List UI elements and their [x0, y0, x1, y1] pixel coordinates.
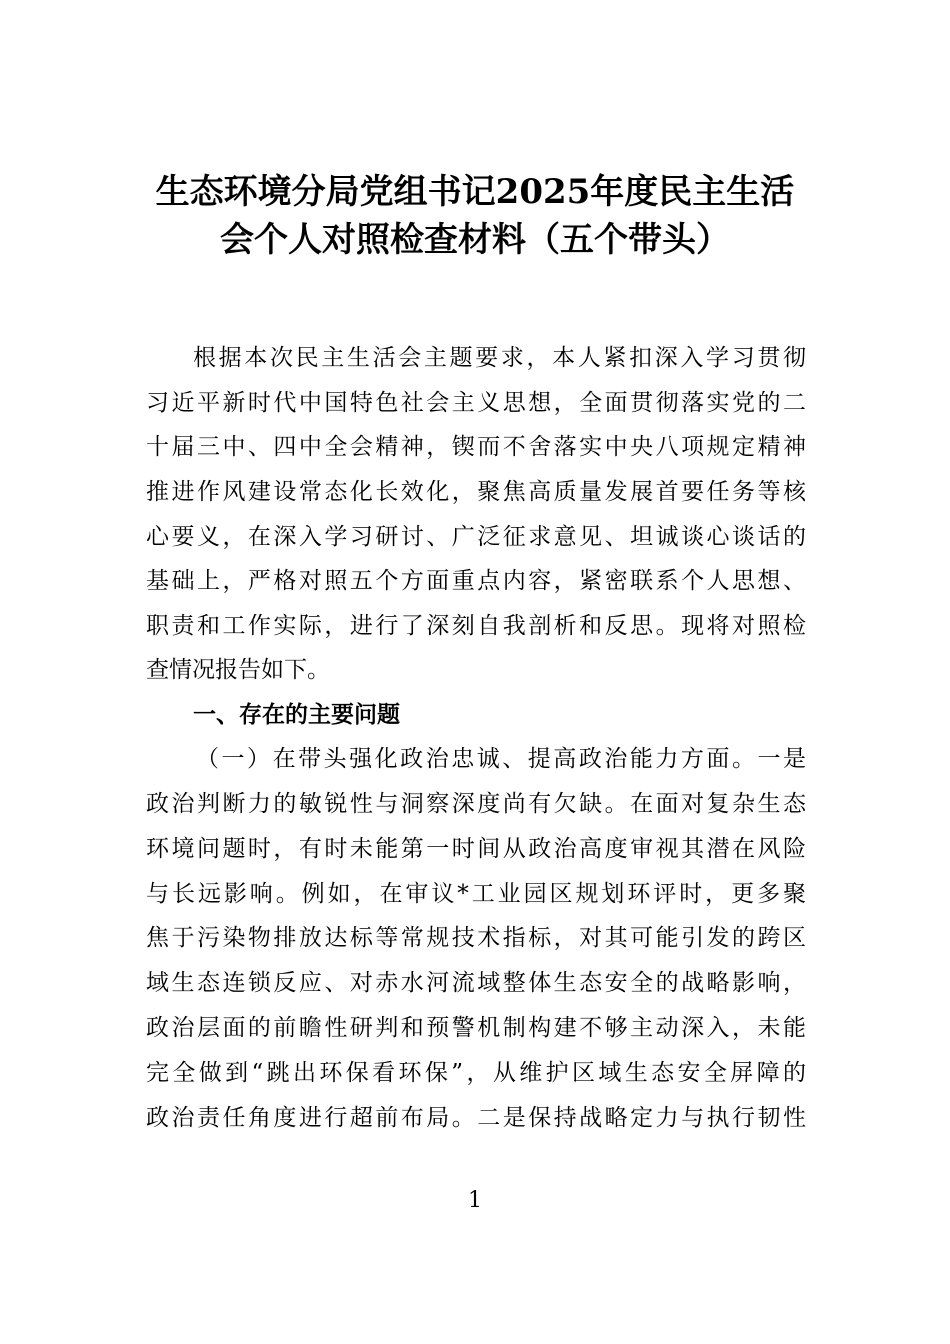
- document-title-line-1: 生态环境分局党组书记2025年度民主生活: [155, 172, 795, 212]
- paragraph-line: 环境问题时，有时未能第一时间从政治高度审视其潜在风险: [146, 836, 806, 862]
- section-heading: 一、存在的主要问题: [193, 702, 400, 728]
- paragraph-line: 基础上，严格对照五个方面重点内容，紧密联系个人思想、: [146, 568, 806, 594]
- paragraph-line: 心要义，在深入学习研讨、广泛征求意见、坦诚谈心谈话的: [146, 524, 806, 550]
- paragraph-line: 政治责任角度进行超前布局。二是保持战略定力与执行韧性: [146, 1105, 806, 1131]
- paragraph-line: 根据本次民主生活会主题要求，本人紧扣深入学习贯彻: [193, 345, 806, 371]
- paragraph-line: 政治层面的前瞻性研判和预警机制构建不够主动深入，未能: [146, 1015, 806, 1041]
- page-number: 1: [468, 1188, 482, 1213]
- paragraph-line: 职责和工作实际，进行了深刻自我剖析和反思。现将对照检: [146, 613, 806, 639]
- paragraph-line: 域生态连锁反应、对赤水河流域整体生态安全的战略影响，: [146, 970, 806, 996]
- paragraph-line: 与长远影响。例如，在审议*工业园区规划环评时，更多聚: [146, 881, 806, 907]
- paragraph-line: （一）在带头强化政治忠诚、提高政治能力方面。一是: [196, 746, 806, 772]
- paragraph-line: 焦于污染物排放达标等常规技术指标，对其可能引发的跨区: [146, 925, 806, 951]
- paragraph-line: 推进作风建设常态化长效化，聚焦高质量发展首要任务等核: [146, 479, 806, 505]
- paragraph-line: 政治判断力的敏锐性与洞察深度尚有欠缺。在面对复杂生态: [146, 791, 806, 817]
- paragraph-line: 完全做到“跳出环保看环保”，从维护区域生态安全屏障的: [146, 1060, 806, 1086]
- paragraph-line: 十届三中、四中全会精神，锲而不舍落实中央八项规定精神: [146, 434, 806, 460]
- paragraph-line: 习近平新时代中国特色社会主义思想，全面贯彻落实党的二: [146, 390, 806, 416]
- paragraph-line: 查情况报告如下。: [146, 657, 330, 683]
- document-title-line-2: 会个人对照检查材料（五个带头）: [220, 220, 730, 260]
